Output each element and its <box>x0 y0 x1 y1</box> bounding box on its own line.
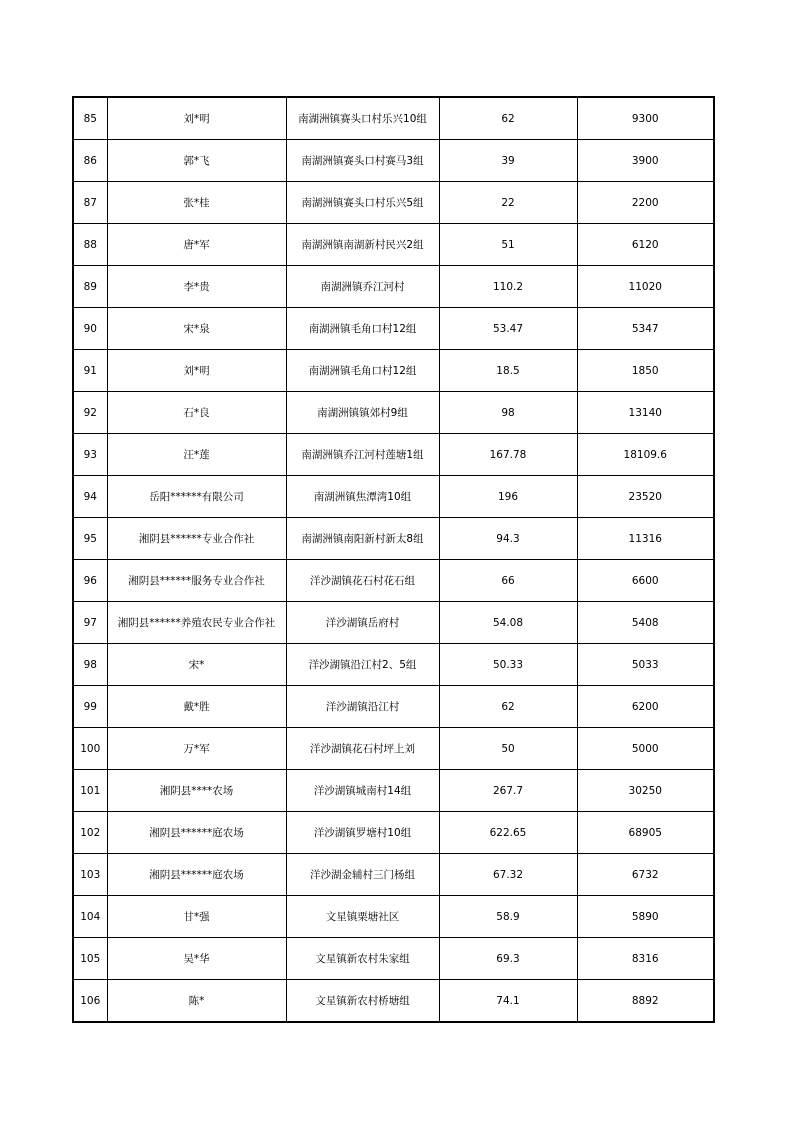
table-body <box>73 97 714 1022</box>
row-number-cell: 103 <box>73 854 107 896</box>
table-row <box>73 602 714 644</box>
area-cell: 98 <box>439 392 577 434</box>
name-cell: 湘阴县******养殖农民专业合作社 <box>107 602 286 644</box>
table-row <box>73 182 714 224</box>
table-row <box>73 686 714 728</box>
name-cell: 汪*莲 <box>107 434 286 476</box>
row-number-cell: 106 <box>73 980 107 1023</box>
location-cell: 洋沙湖镇罗塘村10组 <box>286 812 439 854</box>
table-row <box>73 812 714 854</box>
location-cell: 文星镇栗塘社区 <box>286 896 439 938</box>
row-number-cell: 98 <box>73 644 107 686</box>
table-row <box>73 434 714 476</box>
area-cell: 267.7 <box>439 770 577 812</box>
amount-cell: 8316 <box>577 938 714 980</box>
table-row <box>73 97 714 140</box>
area-cell: 50.33 <box>439 644 577 686</box>
amount-cell: 3900 <box>577 140 714 182</box>
table-row <box>73 476 714 518</box>
row-number-cell: 102 <box>73 812 107 854</box>
name-cell: 湘阴县****农场 <box>107 770 286 812</box>
name-cell: 湘阴县******庭农场 <box>107 812 286 854</box>
area-cell: 62 <box>439 97 577 140</box>
row-number-cell: 92 <box>73 392 107 434</box>
area-cell: 51 <box>439 224 577 266</box>
table-row <box>73 854 714 896</box>
location-cell: 洋沙湖金辅村三门杨组 <box>286 854 439 896</box>
row-number-cell: 97 <box>73 602 107 644</box>
name-cell: 宋*泉 <box>107 308 286 350</box>
area-cell: 54.08 <box>439 602 577 644</box>
table-row <box>73 224 714 266</box>
area-cell: 67.32 <box>439 854 577 896</box>
location-cell: 文星镇新农村桥塘组 <box>286 980 439 1023</box>
data-table <box>72 96 715 1023</box>
row-number-cell: 95 <box>73 518 107 560</box>
amount-cell: 18109.6 <box>577 434 714 476</box>
location-cell: 洋沙湖镇城南村14组 <box>286 770 439 812</box>
location-cell: 南湖洲镇镇郊村9组 <box>286 392 439 434</box>
location-cell: 洋沙湖镇花石村坪上刘 <box>286 728 439 770</box>
row-number-cell: 99 <box>73 686 107 728</box>
location-cell: 南湖洲镇毛角口村12组 <box>286 350 439 392</box>
amount-cell: 5347 <box>577 308 714 350</box>
name-cell: 李*贵 <box>107 266 286 308</box>
name-cell: 陈* <box>107 980 286 1023</box>
location-cell: 洋沙湖镇岳府村 <box>286 602 439 644</box>
table-row <box>73 266 714 308</box>
location-cell: 南湖洲镇赛头口村乐兴5组 <box>286 182 439 224</box>
name-cell: 张*桂 <box>107 182 286 224</box>
amount-cell: 11020 <box>577 266 714 308</box>
area-cell: 58.9 <box>439 896 577 938</box>
name-cell: 湘阴县******服务专业合作社 <box>107 560 286 602</box>
row-number-cell: 104 <box>73 896 107 938</box>
row-number-cell: 93 <box>73 434 107 476</box>
location-cell: 南湖洲镇赛头口村赛马3组 <box>286 140 439 182</box>
row-number-cell: 100 <box>73 728 107 770</box>
location-cell: 南湖洲镇乔江河村莲塘1组 <box>286 434 439 476</box>
table-row <box>73 518 714 560</box>
row-number-cell: 88 <box>73 224 107 266</box>
location-cell: 南湖洲镇毛角口村12组 <box>286 308 439 350</box>
location-cell: 洋沙湖镇沿江村2、5组 <box>286 644 439 686</box>
name-cell: 石*良 <box>107 392 286 434</box>
area-cell: 622.65 <box>439 812 577 854</box>
name-cell: 郭*飞 <box>107 140 286 182</box>
area-cell: 53.47 <box>439 308 577 350</box>
table-row <box>73 308 714 350</box>
row-number-cell: 105 <box>73 938 107 980</box>
name-cell: 湘阴县******专业合作社 <box>107 518 286 560</box>
table-row <box>73 980 714 1023</box>
row-number-cell: 85 <box>73 97 107 140</box>
table-row <box>73 938 714 980</box>
row-number-cell: 89 <box>73 266 107 308</box>
amount-cell: 9300 <box>577 97 714 140</box>
area-cell: 69.3 <box>439 938 577 980</box>
location-cell: 文星镇新农村朱家组 <box>286 938 439 980</box>
area-cell: 66 <box>439 560 577 602</box>
location-cell: 南湖洲镇赛头口村乐兴10组 <box>286 97 439 140</box>
row-number-cell: 96 <box>73 560 107 602</box>
amount-cell: 1850 <box>577 350 714 392</box>
name-cell: 宋* <box>107 644 286 686</box>
area-cell: 74.1 <box>439 980 577 1023</box>
location-cell: 洋沙湖镇花石村花石组 <box>286 560 439 602</box>
amount-cell: 6732 <box>577 854 714 896</box>
amount-cell: 2200 <box>577 182 714 224</box>
name-cell: 刘*明 <box>107 97 286 140</box>
table-row <box>73 350 714 392</box>
table-row <box>73 896 714 938</box>
row-number-cell: 101 <box>73 770 107 812</box>
area-cell: 18.5 <box>439 350 577 392</box>
table-row <box>73 644 714 686</box>
amount-cell: 8892 <box>577 980 714 1023</box>
row-number-cell: 94 <box>73 476 107 518</box>
location-cell: 洋沙湖镇沿江村 <box>286 686 439 728</box>
name-cell: 甘*强 <box>107 896 286 938</box>
table-row <box>73 392 714 434</box>
location-cell: 南湖洲镇乔江河村 <box>286 266 439 308</box>
amount-cell: 11316 <box>577 518 714 560</box>
amount-cell: 6120 <box>577 224 714 266</box>
row-number-cell: 91 <box>73 350 107 392</box>
amount-cell: 68905 <box>577 812 714 854</box>
amount-cell: 13140 <box>577 392 714 434</box>
amount-cell: 5890 <box>577 896 714 938</box>
area-cell: 94.3 <box>439 518 577 560</box>
area-cell: 62 <box>439 686 577 728</box>
area-cell: 167.78 <box>439 434 577 476</box>
row-number-cell: 86 <box>73 140 107 182</box>
area-cell: 50 <box>439 728 577 770</box>
area-cell: 22 <box>439 182 577 224</box>
location-cell: 南湖洲镇南湖新村民兴2组 <box>286 224 439 266</box>
name-cell: 岳阳******有限公司 <box>107 476 286 518</box>
table-row <box>73 560 714 602</box>
amount-cell: 5408 <box>577 602 714 644</box>
location-cell: 南湖洲镇焦潭湾10组 <box>286 476 439 518</box>
table-row <box>73 140 714 182</box>
area-cell: 39 <box>439 140 577 182</box>
table-row <box>73 770 714 812</box>
name-cell: 唐*军 <box>107 224 286 266</box>
area-cell: 110.2 <box>439 266 577 308</box>
name-cell: 刘*明 <box>107 350 286 392</box>
amount-cell: 6600 <box>577 560 714 602</box>
name-cell: 万*军 <box>107 728 286 770</box>
name-cell: 湘阴县******庭农场 <box>107 854 286 896</box>
location-cell: 南湖洲镇南阳新村新太8组 <box>286 518 439 560</box>
amount-cell: 5033 <box>577 644 714 686</box>
amount-cell: 6200 <box>577 686 714 728</box>
amount-cell: 23520 <box>577 476 714 518</box>
row-number-cell: 87 <box>73 182 107 224</box>
name-cell: 吴*华 <box>107 938 286 980</box>
area-cell: 196 <box>439 476 577 518</box>
table-row <box>73 728 714 770</box>
amount-cell: 5000 <box>577 728 714 770</box>
name-cell: 戴*胜 <box>107 686 286 728</box>
amount-cell: 30250 <box>577 770 714 812</box>
row-number-cell: 90 <box>73 308 107 350</box>
